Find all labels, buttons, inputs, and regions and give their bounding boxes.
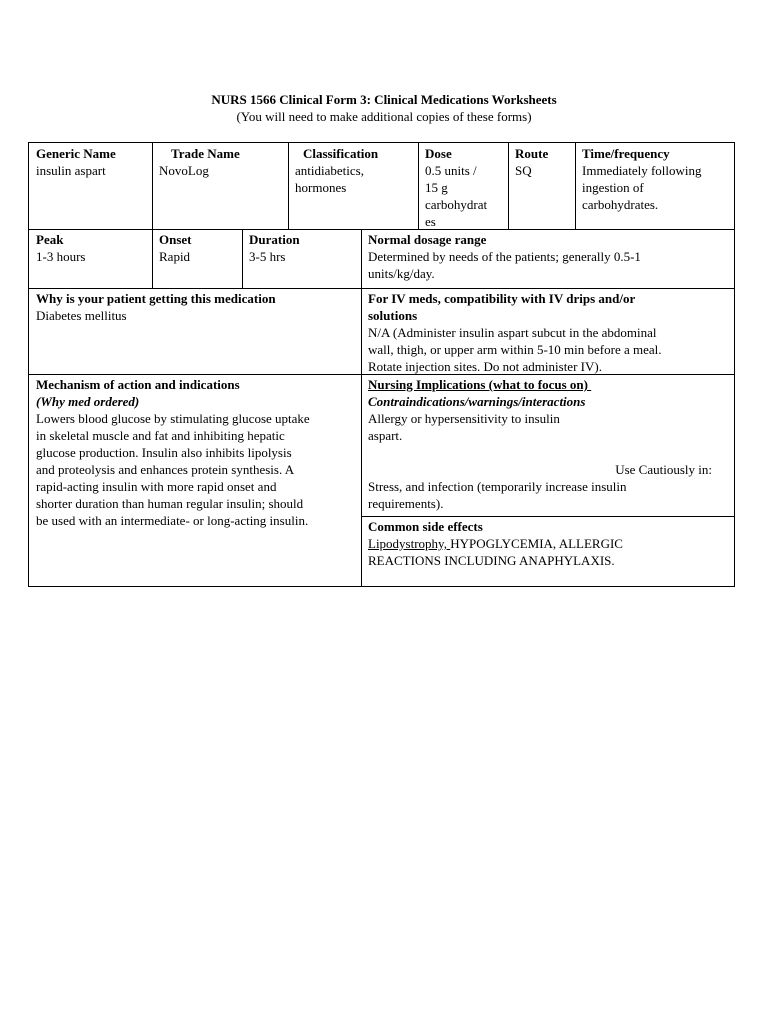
- classification-value-line1: antidiabetics,: [295, 163, 364, 178]
- normal-dosage-range-line2: units/kg/day.: [368, 266, 435, 281]
- iv-compatibility-label-line1: For IV meds, compatibility with IV drips and/or: [368, 291, 636, 306]
- time-frequency-label: Time/frequency: [582, 146, 670, 161]
- trade-name-cell: [152, 143, 288, 229]
- time-frequency-line2: ingestion of: [582, 180, 644, 195]
- duration-value: 3-5 hrs: [249, 249, 286, 264]
- nursing-implications-label: Nursing Implications (what to focus on): [368, 377, 592, 392]
- spacer: [368, 444, 728, 461]
- classification-label: Classification: [303, 146, 379, 161]
- use-cautiously-label: Use Cautiously in:: [615, 462, 712, 477]
- dose-line1: 0.5 units /: [425, 163, 477, 178]
- route-label: Route: [515, 146, 549, 161]
- contraindications-label: Contraindications/warnings/interactions: [368, 394, 586, 409]
- side-effects-line2: REACTIONS INCLUDING ANAPHYLAXIS.: [368, 553, 615, 568]
- why-medication-label: Why is your patient getting this medication: [36, 291, 276, 306]
- nursing-line1: Allergy or hypersensitivity to insulin: [368, 411, 560, 426]
- mechanism-sublabel: (Why med ordered): [36, 394, 140, 409]
- duration-cell: [242, 229, 361, 288]
- peak-value: 1-3 hours: [36, 249, 86, 264]
- classification-value-line2: hormones: [295, 180, 347, 195]
- mechanism-line4: and proteolysis and enhances protein synthesis. A: [36, 462, 295, 477]
- mechanism-line1: Lowers blood glucose by stimulating glucose uptake: [36, 411, 310, 426]
- iv-compatibility-line3: Rotate injection sites. Do not administer IV).: [368, 359, 602, 374]
- why-medication-cell: [29, 288, 361, 374]
- time-frequency-cell: [575, 143, 734, 229]
- mechanism-line2: in skeletal muscle and fat and inhibiting hepatic: [36, 428, 285, 443]
- side-effects-rest: HYPOGLYCEMIA, ALLERGIC: [450, 536, 623, 551]
- mechanism-label: Mechanism of action and indications: [36, 377, 240, 392]
- onset-label: Onset: [159, 232, 192, 247]
- nursing-line2: aspart.: [368, 428, 403, 443]
- side-effects-cell: [361, 516, 734, 586]
- peak-label: Peak: [36, 232, 64, 247]
- generic-name-cell: [29, 143, 152, 229]
- dose-line2: 15 g: [425, 180, 448, 195]
- dose-cell: [418, 143, 508, 229]
- dose-line4: es: [425, 214, 436, 229]
- iv-compatibility-cell: [361, 288, 734, 374]
- route-value: SQ: [515, 163, 532, 178]
- side-effects-label: Common side effects: [368, 519, 483, 534]
- why-medication-value: Diabetes mellitus: [36, 308, 127, 323]
- side-effects-line1: [368, 535, 728, 552]
- generic-name-value: insulin aspart: [36, 163, 106, 178]
- iv-compatibility-line1: N/A (Administer insulin aspart subcut in the abdominal: [368, 325, 657, 340]
- lipodystrophy-text: Lipodystrophy,: [368, 536, 451, 551]
- duration-label: Duration: [249, 232, 300, 247]
- time-frequency-line3: carbohydrates.: [582, 197, 659, 212]
- trade-name-label: Trade Name: [171, 146, 240, 161]
- document-title: NURS 1566 Clinical Form 3: Clinical Medications Worksheets: [211, 92, 557, 107]
- route-cell: [508, 143, 575, 229]
- onset-cell: [152, 229, 242, 288]
- dose-label: Dose: [425, 146, 452, 161]
- mechanism-line5: rapid-acting insulin with more rapid onset and: [36, 479, 277, 494]
- normal-dosage-range-label: Normal dosage range: [368, 232, 487, 247]
- nursing-line4: requirements).: [368, 496, 444, 511]
- trade-name-value: NovoLog: [159, 163, 209, 178]
- generic-name-label: Generic Name: [36, 146, 116, 161]
- normal-dosage-range-cell: [361, 229, 734, 288]
- classification-cell: [288, 143, 418, 229]
- mechanism-cell: [29, 374, 361, 586]
- onset-value: Rapid: [159, 249, 191, 264]
- time-frequency-line1: Immediately following: [582, 163, 702, 178]
- peak-cell: [29, 229, 152, 288]
- normal-dosage-range-line1: Determined by needs of the patients; generally 0.5-1: [368, 249, 641, 264]
- iv-compatibility-label-line2: solutions: [368, 308, 418, 323]
- mechanism-line3: glucose production. Insulin also inhibits lipolysis: [36, 445, 292, 460]
- document-subtitle: (You will need to make additional copies of these forms): [236, 109, 532, 124]
- nursing-line3: Stress, and infection (temporarily increase insulin: [368, 479, 627, 494]
- mechanism-line6: shorter duration than human regular insulin; should: [36, 496, 304, 511]
- dose-line3: carbohydrat: [425, 197, 488, 212]
- iv-compatibility-line2: wall, thigh, or upper arm within 5-10 min before a meal.: [368, 342, 662, 357]
- mechanism-line7: be used with an intermediate- or long-acting insulin.: [36, 513, 309, 528]
- nursing-implications-cell: [361, 374, 734, 516]
- medication-worksheet-table: [28, 142, 735, 587]
